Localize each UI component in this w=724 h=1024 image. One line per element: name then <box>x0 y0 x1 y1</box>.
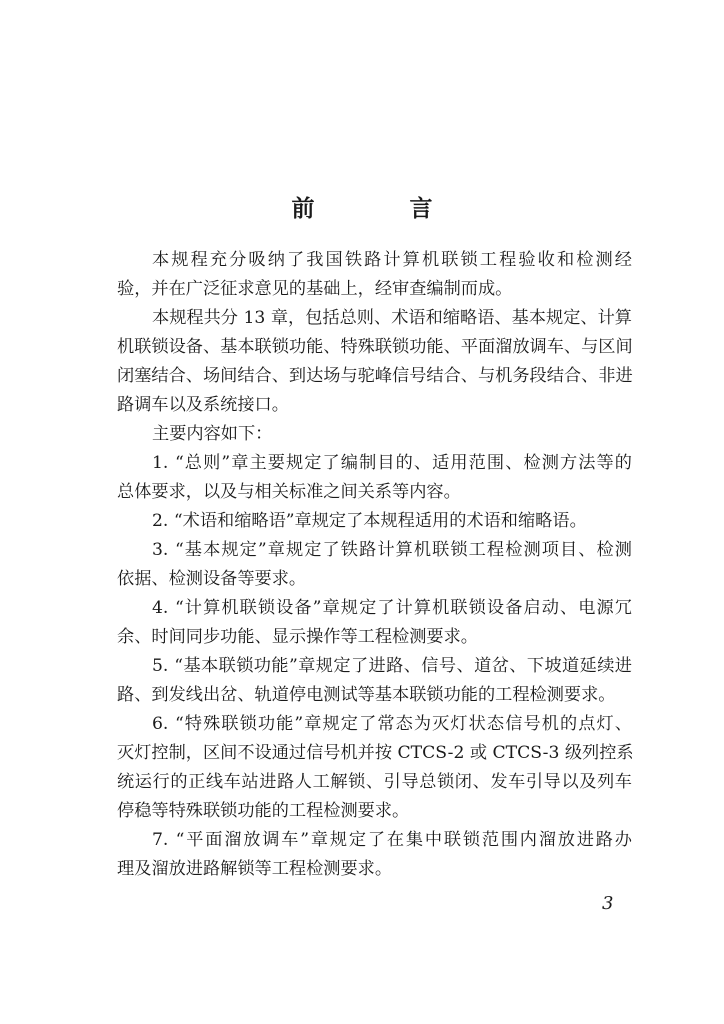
text-line: 7. “平面溜放调车”章规定了在集中联锁范围内溜放进路办 <box>152 830 632 850</box>
text-line: 理及溜放进路解锁等工程检测要求。 <box>117 859 393 879</box>
text-line: 本规程共分 13 章，包括总则、术语和缩略语、基本规定、计算 <box>152 308 632 328</box>
text-line: 依据、检测设备等要求。 <box>117 569 307 589</box>
page-number: 3 <box>602 893 614 914</box>
text-line: 余、时间同步功能、显示操作等工程检测要求。 <box>117 627 478 647</box>
text-line: 总体要求，以及与相关标准之间关系等内容。 <box>117 482 461 502</box>
preface-body <box>117 246 632 884</box>
page-title: 前 言 <box>291 195 469 222</box>
text-line: 闭塞结合、场间结合、到达场与驼峰信号结合、与机务段结合、非进 <box>117 366 633 386</box>
text-line: 5. “基本联锁功能”章规定了进路、信号、道岔、下坡道延续进 <box>152 656 632 676</box>
text-line: 机联锁设备、基本联锁功能、特殊联锁功能、平面溜放调车、与区间 <box>117 337 633 357</box>
text-line: 停稳等特殊联锁功能的工程检测要求。 <box>117 801 410 821</box>
text-line: 本规程充分吸纳了我国铁路计算机联锁工程验收和检测经 <box>152 250 632 270</box>
text-line: 验，并在广泛征求意见的基础上，经审查编制而成。 <box>117 279 513 299</box>
text-line: 路调车以及系统接口。 <box>117 395 289 415</box>
text-line: 4. “计算机联锁设备”章规定了计算机联锁设备启动、电源冗 <box>152 598 632 618</box>
text-line: 2. “术语和缩略语”章规定了本规程适用的术语和缩略语。 <box>152 511 587 531</box>
text-line: 灭灯控制，区间不设通过信号机并按 CTCS-2 或 CTCS-3 级列控系 <box>117 743 634 763</box>
text-line: 3. “基本规定”章规定了铁路计算机联锁工程检测项目、检测 <box>152 540 632 560</box>
text-line: 6. “特殊联锁功能”章规定了常态为灭灯状态信号机的点灯、 <box>152 714 632 734</box>
text-line: 路、到发线出岔、轨道停电测试等基本联锁功能的工程检测要求。 <box>117 685 616 705</box>
text-line: 1. “总则”章主要规定了编制目的、适用范围、检测方法等的 <box>152 453 632 473</box>
text-line: 统运行的正线车站进路人工解锁、引导总锁闭、发车引导以及列车 <box>117 772 632 792</box>
text-line: 主要内容如下： <box>152 424 273 444</box>
